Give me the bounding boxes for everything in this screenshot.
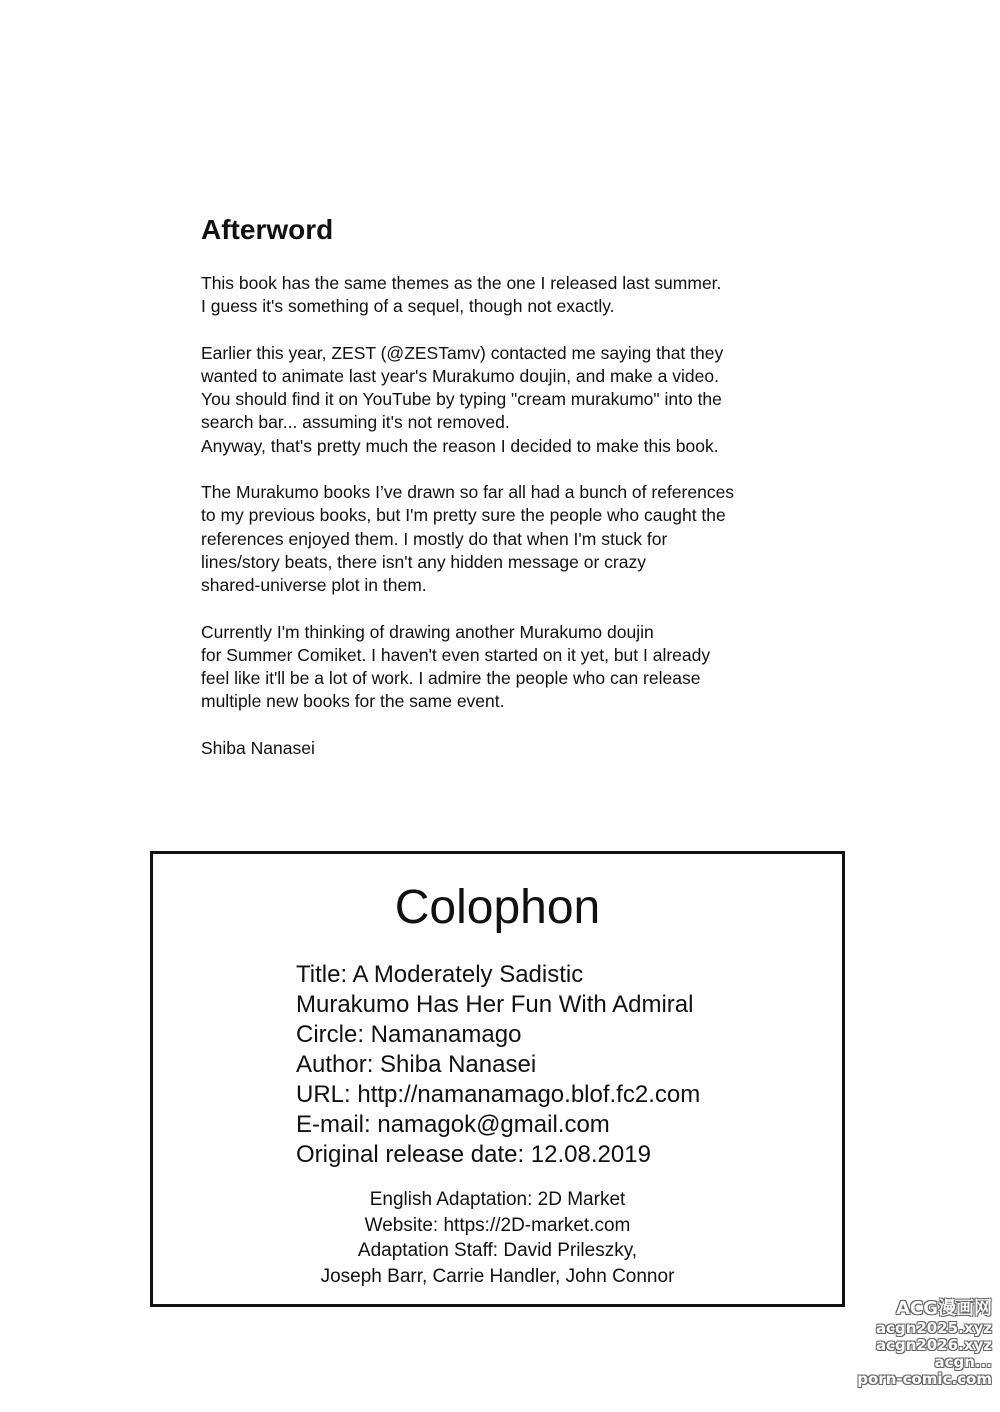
afterword-line: shared-universe plot in them. xyxy=(201,575,427,596)
afterword-line: for Summer Comiket. I haven't even started on it yet, but I already xyxy=(201,644,711,665)
colophon-detail-line: Murakumo Has Her Fun With Admiral xyxy=(296,991,694,1018)
watermark-line: porn-comic.com xyxy=(857,1370,992,1388)
colophon-credits xyxy=(153,1187,842,1289)
colophon-credit-line: English Adaptation: 2D Market xyxy=(369,1189,626,1210)
colophon-detail-line: E-mail: namagok@gmail.com xyxy=(296,1111,610,1138)
colophon-detail-line: URL: http://namanamago.blof.fc2.com xyxy=(296,1081,701,1108)
afterword-paragraph xyxy=(201,272,801,319)
afterword-line: Currently I'm thinking of drawing another Murakumo doujin xyxy=(201,621,654,642)
afterword-paragraph xyxy=(201,621,801,714)
afterword-line: search bar... assuming it's not removed. xyxy=(201,412,510,433)
afterword-body xyxy=(201,272,801,714)
afterword-line: The Murakumo books I’ve drawn so far all had a bunch of references xyxy=(201,482,735,503)
afterword-paragraph xyxy=(201,481,801,597)
afterword-line: feel like it'll be a lot of work. I admire the people who can release xyxy=(201,668,701,689)
afterword-line: I guess it's something of a sequel, though not exactly. xyxy=(201,296,615,317)
afterword-line: Earlier this year, ZEST (@ZESTamv) contacted me saying that they xyxy=(201,342,724,363)
watermark-line: acgn2026.xyz xyxy=(875,1336,992,1354)
afterword-line: Anyway, that's pretty much the reason I decided to make this book. xyxy=(201,435,719,456)
afterword-paragraph xyxy=(201,342,801,458)
colophon-detail-line: Circle: Namanamago xyxy=(296,1021,522,1048)
afterword-line: multiple new books for the same event. xyxy=(201,691,505,712)
afterword-line: to my previous books, but I'm pretty sure the people who caught the xyxy=(201,505,726,526)
watermark-line: ACG漫画网 xyxy=(896,1298,992,1319)
afterword-line: You should find it on YouTube by typing "cream murakumo" into the xyxy=(201,389,722,410)
watermark-line: acgn... xyxy=(934,1353,992,1371)
afterword-heading: Afterword xyxy=(201,214,334,245)
afterword-line: lines/story beats, there isn't any hidden message or crazy xyxy=(201,551,646,572)
colophon-detail-line: Original release date: 12.08.2019 xyxy=(296,1141,651,1168)
watermark xyxy=(847,1298,992,1388)
afterword-signature: Shiba Nanasei xyxy=(201,737,315,758)
afterword-line: references enjoyed them. I mostly do that when I'm stuck for xyxy=(201,528,668,549)
afterword-section xyxy=(201,210,801,760)
colophon-credit-line: Website: https://2D-market.com xyxy=(364,1214,631,1236)
colophon-heading: Colophon xyxy=(394,881,601,934)
colophon-credit-line: Joseph Barr, Carrie Handler, John Connor xyxy=(320,1265,675,1287)
afterword-line: wanted to animate last year's Murakumo doujin, and make a video. xyxy=(201,365,719,386)
watermark-line: acgn2025.xyz xyxy=(875,1319,992,1337)
afterword-line: This book has the same themes as the one I released last summer. xyxy=(201,273,722,293)
colophon-box xyxy=(150,851,845,1307)
colophon-credit-line: Adaptation Staff: David Prileszky, xyxy=(357,1240,638,1261)
colophon-detail-line: Author: Shiba Nanasei xyxy=(296,1051,537,1078)
colophon-detail-line: Title: A Moderately Sadistic xyxy=(296,961,584,988)
colophon-details xyxy=(296,960,700,1170)
